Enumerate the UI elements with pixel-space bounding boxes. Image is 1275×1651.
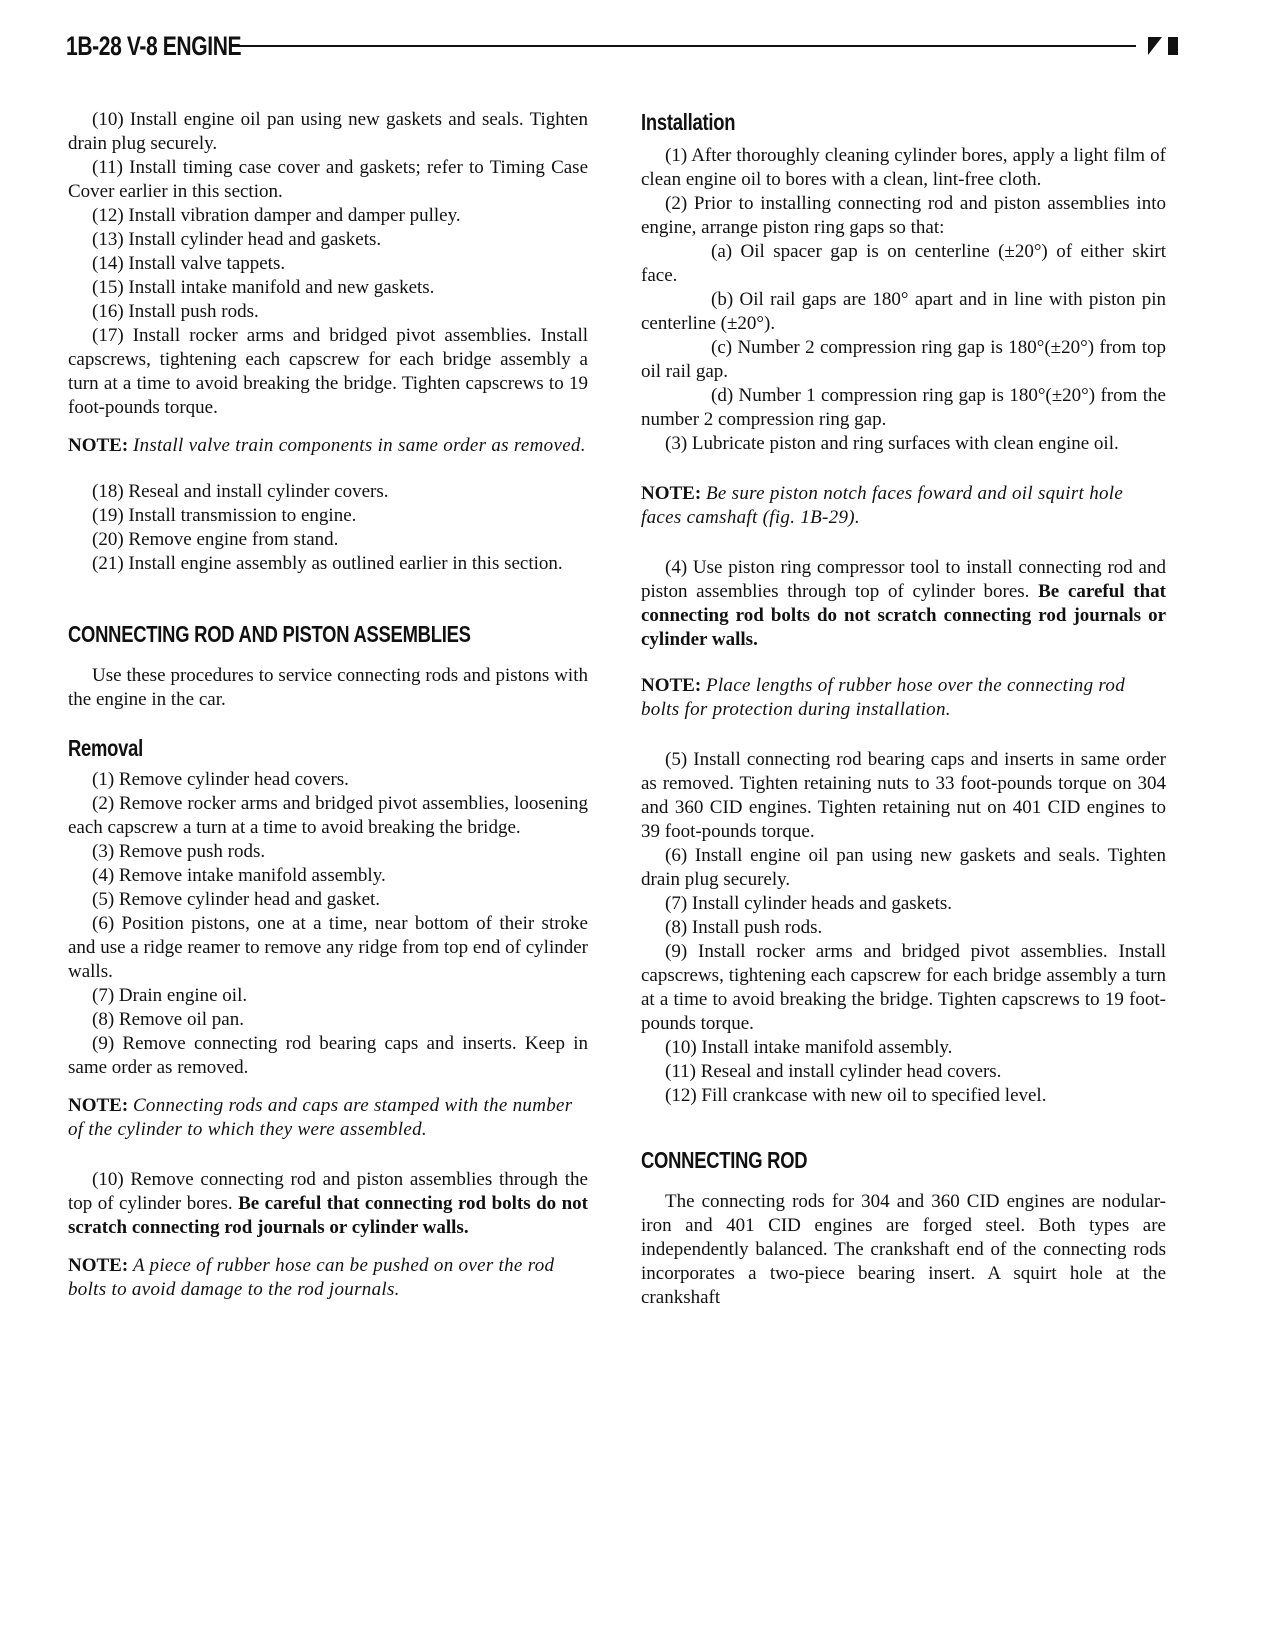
page-header [66, 28, 1178, 64]
step-paragraph: (7) Install cylinder heads and gaskets. [665, 893, 953, 914]
note-text: Connecting rods and caps are stamped with the number of the cylinder to which they were assembled. [68, 1095, 573, 1140]
page-header-title: 1B-28 V-8 ENGINE [66, 30, 242, 61]
step-paragraph: (1) After thoroughly cleaning cylinder bores, apply a light film of clean engine oil to bores with a clean, lint-free cloth. [641, 145, 1166, 190]
subsection-heading: Installation [641, 109, 736, 135]
note-label: NOTE: [68, 435, 129, 456]
intro-paragraph: Use these procedures to service connecting rods and pistons with the engine in the car. [68, 665, 588, 710]
step-paragraph: (18) Reseal and install cylinder covers. [92, 481, 389, 502]
note [68, 1094, 588, 1142]
step-paragraph: (2) Remove rocker arms and bridged pivot assemblies, loosening each capscrew a turn at a time to avoid breaking the bridge. [68, 793, 588, 838]
step-paragraph: (10) Install engine oil pan using new gaskets and seals. Tighten drain plug securely. [68, 109, 588, 154]
note [641, 674, 1166, 722]
left-column [68, 108, 588, 1302]
warning-text: Be careful that connecting rod bolts do not scratch connecting rod journals or cylinder walls. [641, 581, 1167, 650]
step-paragraph: (14) Install valve tappets. [92, 253, 286, 274]
step-paragraph: (20) Remove engine from stand. [92, 529, 339, 550]
step-text: (10) Remove connecting rod and piston assemblies through the top of cylinder bores. [68, 1169, 588, 1214]
note-label: NOTE: [68, 1095, 129, 1116]
step-paragraph: (6) Install engine oil pan using new gaskets and seals. Tighten drain plug securely. [641, 845, 1166, 890]
step-paragraph: (16) Install push rods. [92, 301, 259, 322]
step-paragraph: (5) Remove cylinder head and gasket. [92, 889, 381, 910]
header-rule [233, 45, 1136, 47]
step-paragraph: (9) Install rocker arms and bridged pivot assemblies. Install capscrews, tightening each capscrew for each bridge assembly a turn at a time to avoid breaking the bridge. Tighten capscrews to 19 foot-pounds torque. [641, 941, 1166, 1034]
note [641, 482, 1166, 530]
step-paragraph: (12) Fill crankcase with new oil to specified level. [665, 1085, 1047, 1106]
step-paragraph: (8) Remove oil pan. [92, 1009, 244, 1030]
step-paragraph: (13) Install cylinder head and gaskets. [92, 229, 382, 250]
step-text: (4) Use piston ring compressor tool to install connecting rod and piston assemblies through top of cylinder bores. [641, 557, 1166, 602]
subsection-heading: Removal [68, 735, 144, 761]
step-paragraph: (4) Remove intake manifold assembly. [92, 865, 386, 886]
right-column [641, 108, 1166, 1310]
note-label: NOTE: [641, 675, 702, 696]
step-paragraph: (6) Position pistons, one at a time, near bottom of their stroke and use a ridge reamer to remove any ridge from top end of cylinder walls. [68, 913, 588, 982]
step-paragraph: (1) Remove cylinder head covers. [92, 769, 349, 790]
substep-paragraph: (d) Number 1 compression ring gap is 180°(±20°) from the number 2 compression ring gap. [641, 385, 1166, 430]
step-paragraph: (19) Install transmission to engine. [92, 505, 357, 526]
step-paragraph: (7) Drain engine oil. [92, 985, 248, 1006]
step-paragraph: (17) Install rocker arms and bridged pivot assemblies. Install capscrews, tightening each capscrew for each bridge assembly a turn at a time to avoid breaking the bridge. Tighten capscrews to 19 foot-pounds torque. [68, 325, 588, 418]
step-paragraph: (2) Prior to installing connecting rod and piston assemblies into engine, arrange piston ring gaps so that: [641, 193, 1166, 238]
note [68, 434, 588, 458]
note-text: Install valve train components in same order as removed. [132, 435, 586, 456]
step-paragraph: (11) Install timing case cover and gaskets; refer to Timing Case Cover earlier in this section. [68, 157, 588, 202]
step-paragraph: (15) Install intake manifold and new gaskets. [92, 277, 435, 298]
step-paragraph: (5) Install connecting rod bearing caps and inserts in same order as removed. Tighten retaining nuts to 33 foot-pounds torque on 304 and 360 CID engines. Tighten retaining nut on 401 CID engines to 39 foot-pounds torque. [641, 749, 1166, 842]
warning-text: Be careful that connecting rod bolts do not scratch connecting rod journals or cylinder walls. [68, 1193, 588, 1238]
step-paragraph: (12) Install vibration damper and damper pulley. [92, 205, 461, 226]
note-label: NOTE: [641, 483, 702, 504]
step-paragraph: (3) Remove push rods. [92, 841, 266, 862]
substep-paragraph: (b) Oil rail gaps are 180° apart and in line with piston pin centerline (±20°). [641, 289, 1166, 334]
substep-paragraph: (c) Number 2 compression ring gap is 180°(±20°) from top oil rail gap. [641, 337, 1166, 382]
body-paragraph: The connecting rods for 304 and 360 CID engines are nodular-iron and 401 CID engines are forged steel. Both types are independently balanced. The crankshaft end of the connecting rods incorporates a two-piece bearing insert. A squirt hole at the crankshaft [641, 1191, 1166, 1308]
note-text: A piece of rubber hose can be pushed on over the rod bolts to avoid damage to the rod journals. [68, 1255, 555, 1300]
step-paragraph: (10) Install intake manifold assembly. [665, 1037, 953, 1058]
substep-paragraph: (a) Oil spacer gap is on centerline (±20°) of either skirt face. [641, 241, 1166, 286]
step-paragraph: (3) Lubricate piston and ring surfaces with clean engine oil. [665, 433, 1119, 454]
step-paragraph [641, 556, 1166, 652]
step-paragraph: (8) Install push rods. [665, 917, 823, 938]
note-text: Be sure piston notch faces foward and oil squirt hole faces camshaft (fig. 1B-29). [641, 483, 1124, 528]
publisher-logo-icon [1148, 35, 1178, 57]
step-paragraph: (21) Install engine assembly as outlined earlier in this section. [92, 553, 563, 574]
note-label: NOTE: [68, 1255, 129, 1276]
step-paragraph: (9) Remove connecting rod bearing caps and inserts. Keep in same order as removed. [68, 1033, 588, 1078]
note [68, 1254, 588, 1302]
note-text: Place lengths of rubber hose over the connecting rod bolts for protection during installation. [641, 675, 1126, 720]
step-paragraph [68, 1168, 588, 1240]
step-paragraph: (11) Reseal and install cylinder head covers. [665, 1061, 1002, 1082]
section-heading: CONNECTING ROD [641, 1147, 808, 1173]
section-heading: CONNECTING ROD AND PISTON ASSEMBLIES [68, 621, 471, 647]
